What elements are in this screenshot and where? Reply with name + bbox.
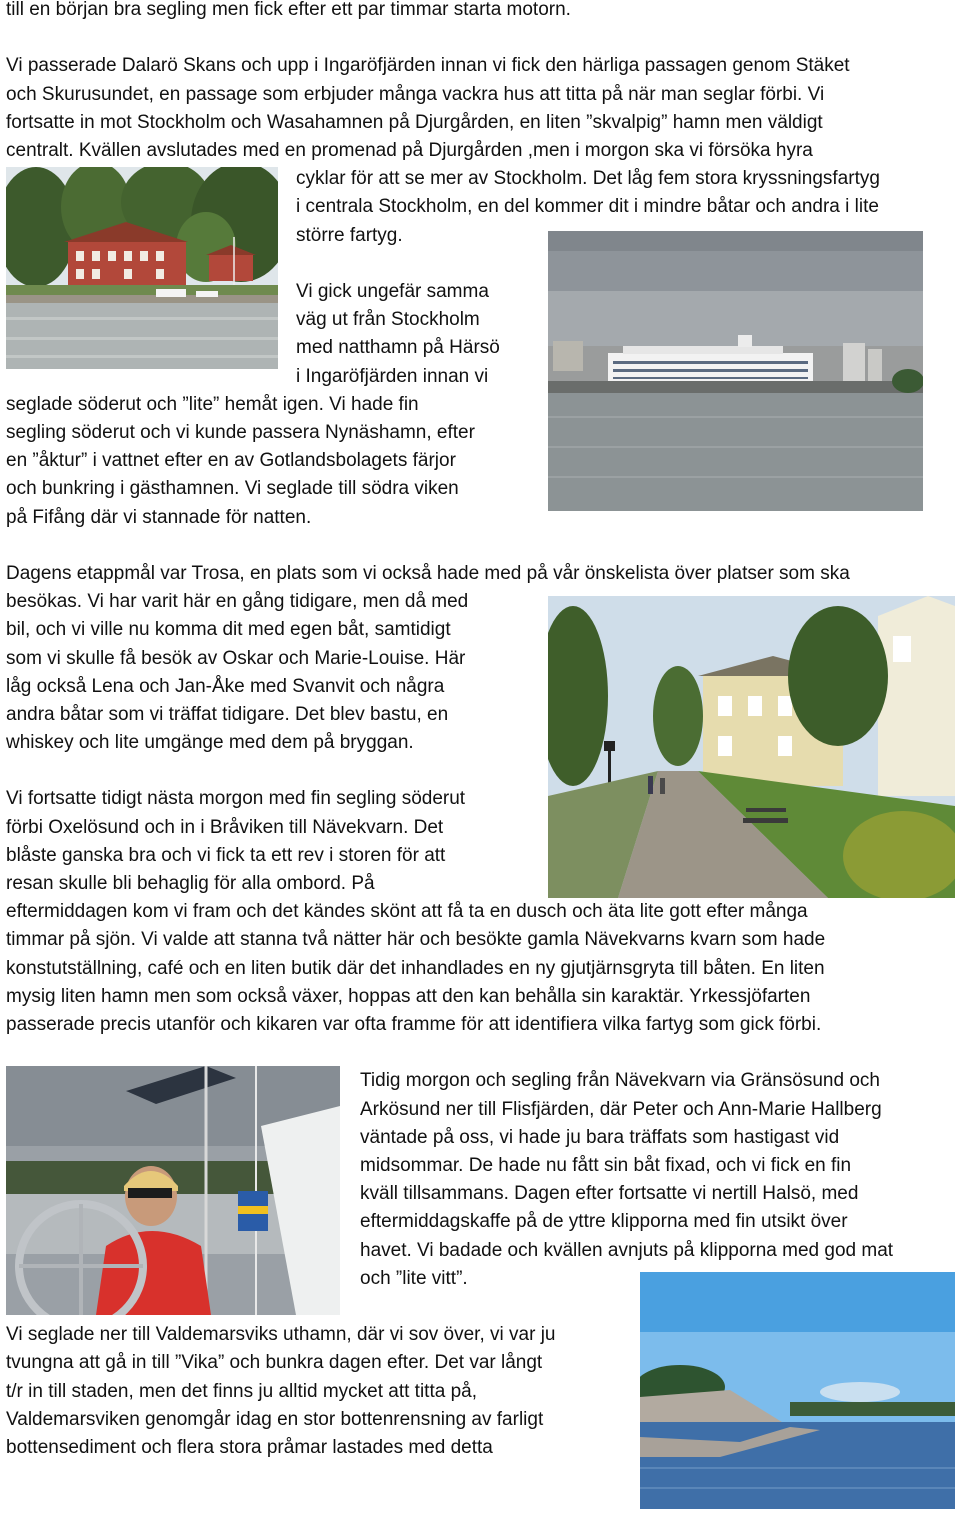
text-line: mysig liten hamn men som också växer, hoppas att den kan behålla sin karaktär. Yrkessjöfarten (6, 986, 811, 1007)
text-line: Dagens etappmål var Trosa, en plats som vi också hade med på vår önskelista över platser som ska (6, 563, 850, 584)
text-line: besökas. Vi har varit här en gång tidigare, men då med (6, 591, 469, 612)
text-line: cyklar för att se mer av Stockholm. Det låg fem stora kryssningsfartyg (296, 168, 880, 189)
text-line: i Ingaröfjärden innan vi (296, 366, 489, 387)
photo-sailor-at-helm (6, 1066, 340, 1315)
photo-rocky-islands (640, 1272, 955, 1509)
text-line: låg också Lena och Jan-Åke med Svanvit och några (6, 676, 445, 697)
text-line: tvungna att gå in till ”Vika” och bunkra dagen efter. Det var långt (6, 1352, 543, 1373)
text-line: förbi Oxelösund och in i Bråviken till Nävekvarn. Det (6, 817, 444, 838)
text-line: en ”åktur” i vattnet efter en av Gotlandsbolagets färjor (6, 450, 456, 471)
text-line: bottensediment och flera stora pråmar lastades med detta (6, 1437, 493, 1458)
text-line: och ”lite vitt”. (360, 1268, 468, 1289)
text-line: t/r in till staden, men det finns ju alltid mycket att titta på, (6, 1381, 477, 1402)
text-line: väntade på oss, vi hade ju bara träffats som hastigast vid (360, 1127, 840, 1148)
text-line: och bunkring i gästhamnen. Vi seglade till södra viken (6, 478, 459, 499)
text-line: kväll tillsammans. Dagen efter fortsatte vi nertill Halsö, med (360, 1183, 859, 1204)
text-line: andra båtar som vi träffat tidigare. Det blev bastu, en (6, 704, 449, 725)
text-line: seglade söderut och ”lite” hemåt igen. Vi hade fin (6, 394, 419, 415)
text-line: segling söderut och vi kunde passera Nynäshamn, efter (6, 422, 475, 443)
text-line: Vi passerade Dalarö Skans och upp i Ingaröfjärden innan vi fick den härliga passagen genom Stäket (6, 55, 850, 76)
text-line: bil, och vi ville nu komma dit med egen båt, samtidigt (6, 619, 451, 640)
text-line: fortsatte in mot Stockholm och Wasahamnen på Djurgården, en liten ”skvalpig” hamn men väldigt (6, 112, 823, 133)
text-line: på Fifång där vi stannade för natten. (6, 507, 312, 528)
text-line: i centrala Stockholm, en del kommer dit i mindre båtar och andra i lite (296, 196, 879, 217)
text-line: eftermiddagskaffe på de yttre klipporna med fin utsikt över (360, 1211, 848, 1232)
text-line: större fartyg. (296, 225, 403, 246)
text-line: passerade precis utanför och kikaren var ofta framme för att identifiera vilka fartyg som gick förbi. (6, 1014, 822, 1035)
text-line: konstutställning, café och en liten butik där det inhandlades en ny gjutjärnsgryta till båten. En liten (6, 958, 825, 979)
text-line: och Skurusundet, en passage som erbjuder många vackra hus att titta på när man seglar förbi. Vi (6, 84, 825, 105)
text-line: blåste ganska bra och vi fick ta ett rev i storen för att (6, 845, 446, 866)
text-line: havet. Vi badade och kvällen avnjuts på klipporna med god mat (360, 1240, 894, 1261)
text-line: centralt. Kvällen avslutades med en promenad på Djurgården ,men i morgon ska vi försöka hyra (6, 140, 813, 161)
text-line: Arkösund ner till Flisfjärden, där Peter och Ann-Marie Hallberg (360, 1099, 882, 1120)
text-line: till en början bra segling men fick efter ett par timmar starta motorn. (6, 0, 571, 20)
photo-cruise-ship (548, 231, 923, 511)
text-line: eftermiddagen kom vi fram och det kändes skönt att få ta en dusch och äta lite gott efter många (6, 901, 808, 922)
text-line: Tidig morgon och segling från Nävekvarn via Gränsösund och (360, 1070, 880, 1091)
text-line: Valdemarsviken genomgår idag en stor bottenrensning av farligt (6, 1409, 544, 1430)
text-line: Vi gick ungefär samma (296, 281, 489, 302)
text-line: med natthamn på Härsö (296, 337, 500, 358)
text-line: väg ut från Stockholm (296, 309, 480, 330)
text-line: som vi skulle få besök av Oskar och Marie-Louise. Här (6, 648, 466, 669)
text-line: timmar på sjön. Vi valde att stanna två nätter här och besökte gamla Nävekvarns kvarn som hade (6, 929, 826, 950)
photo-trosa-street (548, 596, 955, 898)
text-line: resan skulle bli behaglig för alla ombord. På (6, 873, 375, 894)
text-line: Vi seglade ner till Valdemarsviks uthamn, där vi sov över, vi var ju (6, 1324, 556, 1345)
text-line: whiskey och lite umgänge med dem på bryggan. (6, 732, 414, 753)
text-line: Vi fortsatte tidigt nästa morgon med fin segling söderut (6, 788, 466, 809)
photo-red-house (6, 167, 278, 369)
text-line: midsommar. De hade nu fått sin båt fixad, och vi fick en fin (360, 1155, 852, 1176)
